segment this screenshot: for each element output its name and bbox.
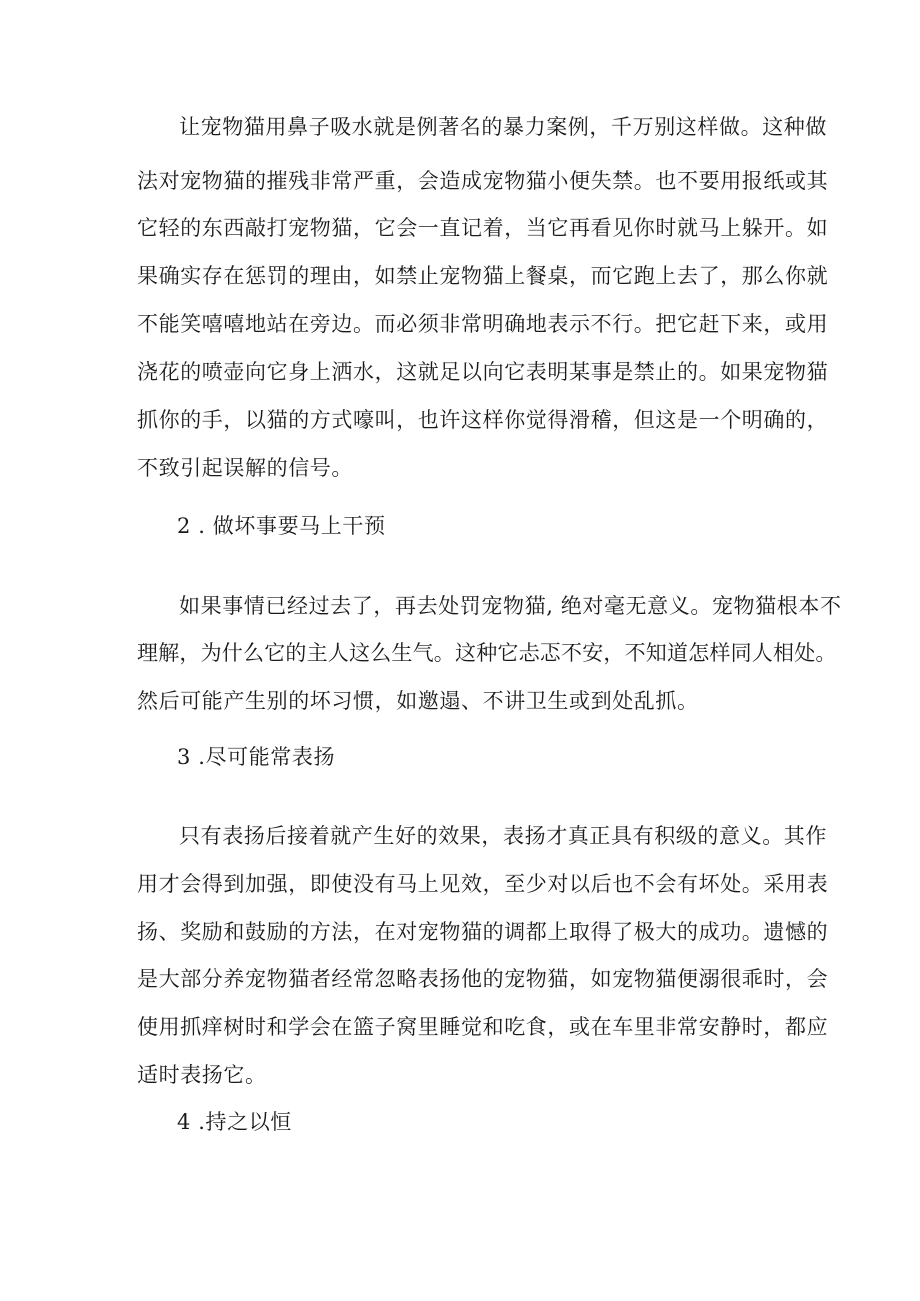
paragraph-line: 扬、奖励和鼓励的方法，在对宠物猫的调都上取得了极大的成功。遗憾的 — [137, 920, 829, 944]
paragraph-line: 不致引起误解的信号。 — [137, 456, 353, 480]
paragraph-line: 理解，为什么它的主人这么生气。这种它忐忑不安，不知道怎样同人相处。 — [137, 641, 837, 665]
paragraph-line: 然后可能产生别的坏习惯，如邀遢、不讲卫生或到处乱抓。 — [137, 689, 699, 713]
paragraph-line: 用才会得到加强，即使没有马上见效，至少对以后也不会有坏处。采用表 — [137, 872, 829, 896]
paragraph-line: 是大部分养宠物猫者经常忽略表扬他的宠物猫，如宠物猫便溺很乖时，会 — [137, 967, 829, 991]
paragraph-line: 果确实存在惩罚的理由，如禁止宠物猫上餐桌，而它跑上去了，那么你就 — [137, 264, 829, 288]
paragraph-line: 法对宠物猫的摧残非常严重，会造成宠物猫小便失禁。也不要用报纸或其 — [137, 169, 829, 193]
paragraph-line: 浇花的喷壶向它身上洒水，这就足以向它表明某事是禁止的。如果宠物猫 — [137, 360, 829, 384]
section-heading-4: 4 .持之以恒 — [177, 1110, 292, 1134]
section-heading-3: 3 .尽可能常表扬 — [177, 745, 336, 769]
paragraph-line: 它轻的东西敲打宠物猫，它会一直记着，当它再看见你时就马上躲开。如 — [137, 216, 829, 240]
section-heading-2: 2 . 做坏事要马上干预 — [177, 514, 386, 538]
paragraph-line: 使用抓痒树时和学会在篮子窝里睡觉和吃食，或在车里非常安静时，都应 — [137, 1015, 829, 1039]
paragraph-line: 如果事情已经过去了，再去处罚宠物猫, 绝对毫无意义。宠物猫根本不 — [179, 594, 842, 618]
paragraph-line: 适时表扬它。 — [137, 1063, 267, 1087]
paragraph-line: 抓你的手，以猫的方式嚎叫，也许这样你觉得滑稽，但这是一个明确的， — [137, 408, 829, 432]
paragraph-line: 不能笑嘻嘻地站在旁边。而必须非常明确地表示不行。把它赶下来，或用 — [137, 312, 829, 336]
paragraph-line: 让宠物猫用鼻子吸水就是例著名的暴力案例，千万别这样做。这种做 — [179, 115, 827, 139]
paragraph-line: 只有表扬后接着就产生好的效果，表扬才真正具有积级的意义。其作 — [179, 824, 827, 848]
